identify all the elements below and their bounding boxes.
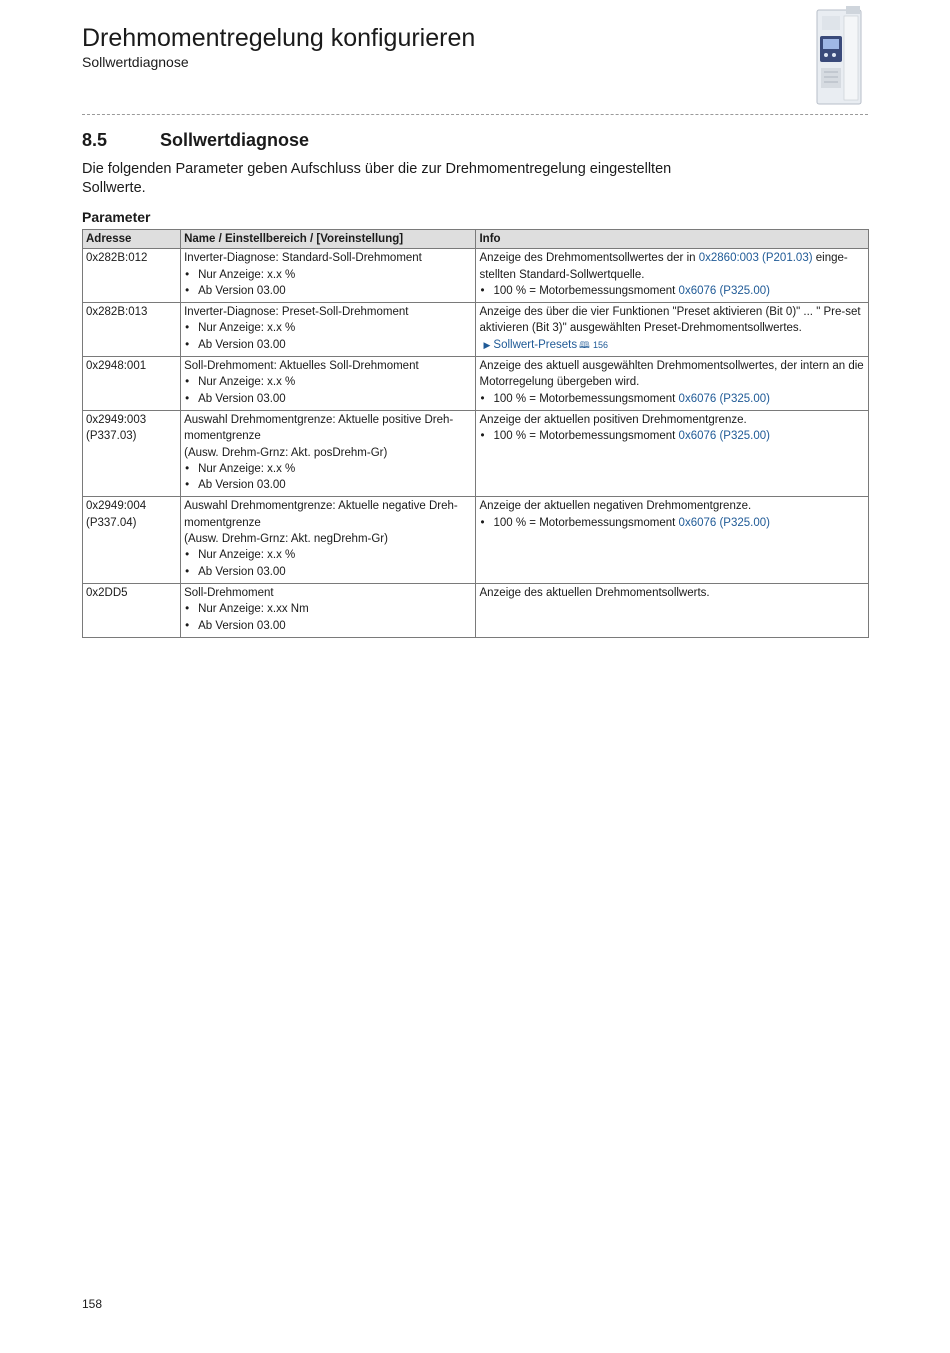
info-text: Anzeige der aktuellen negativen Drehmomentgrenze. <box>479 500 752 513</box>
name-cell <box>181 497 476 583</box>
arrow-right-icon: ▶ <box>483 339 491 350</box>
address: 0x2949:003 <box>86 413 147 426</box>
info-text: Anzeige des Drehmomentsollwertes der in <box>479 252 699 265</box>
address: 0x2949:004 <box>86 500 147 513</box>
header-divider <box>82 114 868 115</box>
address-alias: (P337.04) <box>86 516 137 529</box>
bullet-item: • Ab Version 03.00 <box>184 337 472 353</box>
bullet-item <box>479 428 865 444</box>
book-icon: 🕮 <box>579 339 590 350</box>
bullet-text: 100 % = Motorbemessungsmoment <box>493 516 679 529</box>
parameter-short-name: (Ausw. Drehm-Grnz: Akt. negDrehm-Gr) <box>184 533 388 546</box>
parameter-name: Auswahl Drehmomentgrenze: Aktuelle positive Dreh-momentgrenze <box>184 413 454 443</box>
bullet-item: • Ab Version 03.00 <box>184 391 472 407</box>
address-cell <box>83 497 181 583</box>
parameter-name: Inverter-Diagnose: Standard-Soll-Drehmoment <box>184 252 422 265</box>
column-header-info: Info <box>476 230 869 249</box>
info-text: Anzeige des aktuellen Drehmomentsollwerts. <box>479 586 710 599</box>
bullet-item: • Nur Anzeige: x.x % <box>184 320 472 336</box>
page-header-title: Drehmomentregelung konfigurieren <box>82 24 476 52</box>
table-row <box>83 303 869 357</box>
table-row <box>83 249 869 303</box>
table-row <box>83 497 869 583</box>
cross-reference-link[interactable] <box>479 337 865 353</box>
info-text: Anzeige des über die vier Funktionen "Preset aktivieren (Bit 0)" ... " Pre-set aktivieren (Bit 3)" ausgewählten Preset-Drehmomentsollwertes. <box>479 306 861 335</box>
info-cell <box>476 410 869 496</box>
table-row <box>83 357 869 411</box>
table-row <box>83 410 869 496</box>
parameter-name: Soll-Drehmoment: Aktuelles Soll-Drehmoment <box>184 360 419 373</box>
bullet-item <box>479 515 865 531</box>
parameter-name: Soll-Drehmoment <box>184 586 274 599</box>
info-text: einge-stellten Standard-Sollwertquelle. <box>479 252 848 281</box>
info-cell <box>476 303 869 357</box>
address-cell <box>83 303 181 357</box>
bullet-item: • Nur Anzeige: x.x % <box>184 547 472 563</box>
bullet-item <box>479 283 865 299</box>
name-cell <box>181 249 476 303</box>
address-cell <box>83 249 181 303</box>
bullet-item: • Nur Anzeige: x.xx Nm <box>184 601 472 617</box>
address-alias: (P337.03) <box>86 430 137 443</box>
column-header-address: Adresse <box>83 230 181 249</box>
bullet-item: • Ab Version 03.00 <box>184 618 472 634</box>
info-cell <box>476 357 869 411</box>
bullet-text: 100 % = Motorbemessungsmoment <box>493 284 679 297</box>
name-cell <box>181 303 476 357</box>
address-cell <box>83 357 181 411</box>
parameter-link[interactable]: 0x6076 (P325.00) <box>678 284 770 297</box>
bullet-item: • Nur Anzeige: x.x % <box>184 267 472 283</box>
xref-page: 156 <box>592 339 608 350</box>
inverter-device-image <box>812 6 868 106</box>
section-number: 8.5 <box>82 130 108 150</box>
address-cell <box>83 410 181 496</box>
address: 0x2948:001 <box>86 360 147 373</box>
parameter-name: Inverter-Diagnose: Preset-Soll-Drehmoment <box>184 306 409 319</box>
bullet-item: • Nur Anzeige: x.x % <box>184 374 472 390</box>
bullet-item: • Ab Version 03.00 <box>184 477 472 493</box>
table-header-row <box>83 230 869 249</box>
parameter-link[interactable]: 0x6076 (P325.00) <box>678 392 770 405</box>
table-row <box>83 583 869 637</box>
bullet-text: 100 % = Motorbemessungsmoment <box>493 430 679 443</box>
column-header-name: Name / Einstellbereich / [Voreinstellung] <box>181 230 476 249</box>
bullet-item: • Nur Anzeige: x.x % <box>184 461 472 477</box>
address-cell <box>83 583 181 637</box>
parameter-heading: Parameter <box>82 209 151 225</box>
address: 0x282B:013 <box>86 306 148 319</box>
parameter-link[interactable]: 0x2860:003 (P201.03) <box>698 252 813 265</box>
name-cell <box>181 583 476 637</box>
name-cell <box>181 410 476 496</box>
parameter-link[interactable]: 0x6076 (P325.00) <box>678 516 770 529</box>
section-title: Sollwertdiagnose <box>160 130 310 150</box>
address: 0x2DD5 <box>86 586 128 599</box>
section-heading <box>82 128 868 152</box>
parameter-short-name: (Ausw. Drehm-Grnz: Akt. posDrehm-Gr) <box>184 446 388 459</box>
section-intro: Die folgenden Parameter geben Aufschluss über die zur Drehmomentregelung eingestellten Sollwerte. <box>82 161 672 196</box>
info-text: Anzeige des aktuell ausgewählten Drehmomentsollwertes, der intern an die Motorregelung übergeben wird. <box>479 360 864 389</box>
info-cell <box>476 249 869 303</box>
parameter-name: Auswahl Drehmomentgrenze: Aktuelle negative Dreh-momentgrenze <box>184 500 458 529</box>
info-text: Anzeige der aktuellen positiven Drehmomentgrenze. <box>479 413 747 426</box>
bullet-item: • Ab Version 03.00 <box>184 283 472 299</box>
name-cell <box>181 357 476 411</box>
page-number: 158 <box>82 1297 103 1311</box>
xref-label: Sollwert-Presets <box>493 338 578 351</box>
bullet-item <box>479 391 865 407</box>
page-header-subtitle: Sollwertdiagnose <box>82 54 189 70</box>
bullet-text: 100 % = Motorbemessungsmoment <box>493 392 679 405</box>
address: 0x282B:012 <box>86 252 148 265</box>
parameter-table <box>82 229 869 638</box>
bullet-item: • Ab Version 03.00 <box>184 564 472 580</box>
info-cell <box>476 583 869 637</box>
parameter-link[interactable]: 0x6076 (P325.00) <box>678 430 770 443</box>
info-cell <box>476 497 869 583</box>
